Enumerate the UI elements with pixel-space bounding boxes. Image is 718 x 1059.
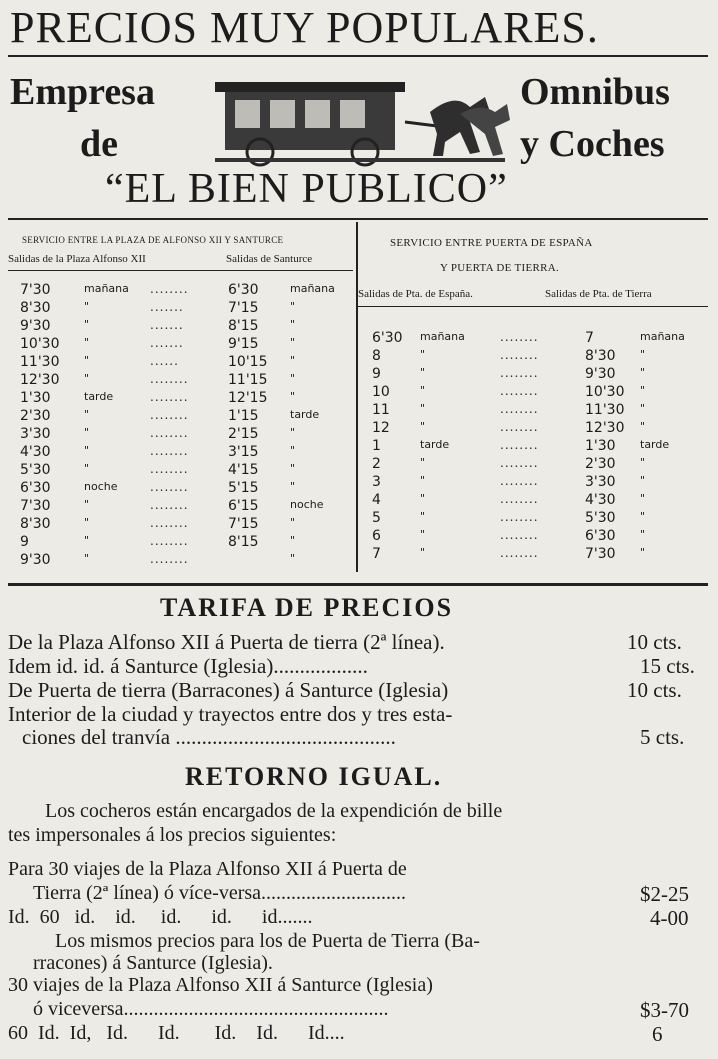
left-service-period-b: "	[290, 552, 296, 565]
right-service-period-b: "	[640, 546, 646, 559]
right-service-period-b: "	[640, 456, 646, 469]
left-service-period-a: mañana	[84, 282, 129, 295]
left-service-time-b: 8'15	[228, 534, 259, 550]
right-service-period-a: "	[420, 546, 426, 559]
omnibus-carriage-illustration	[215, 72, 515, 167]
right-service-period-a: mañana	[420, 330, 465, 343]
right-service-time-a: 10	[372, 384, 390, 400]
right-service-title-2: Y PUERTA DE TIERRA.	[440, 262, 560, 274]
left-service-leader-dots: ........	[150, 480, 189, 494]
retorno-line-3: Id. 60 id. id. id. id. id.......	[8, 906, 313, 928]
left-service-period-a: "	[84, 300, 90, 313]
left-service-time-a: 6'30	[20, 480, 51, 496]
left-service-time-a: 10'30	[20, 336, 60, 352]
left-service-time-b: 11'15	[228, 372, 268, 388]
left-service-leader-dots: .......	[150, 336, 184, 350]
right-service-leader-dots: ........	[500, 330, 539, 344]
right-service-leader-dots: ........	[500, 456, 539, 470]
left-service-time-b: 12'15	[228, 390, 268, 406]
left-service-period-b: tarde	[290, 408, 320, 421]
right-service-leader-dots: ........	[500, 528, 539, 542]
right-service-period-a: "	[420, 384, 426, 397]
left-service-period-a: tarde	[84, 390, 114, 403]
left-service-time-b: 8'15	[228, 318, 259, 334]
left-service-period-a: "	[84, 462, 90, 475]
tarifa-price-2: 15 cts.	[640, 654, 695, 678]
right-service-leader-dots: ........	[500, 510, 539, 524]
right-service-time-b: 7	[585, 330, 594, 346]
right-service-period-a: "	[420, 348, 426, 361]
right-service-period-b: "	[640, 492, 646, 505]
right-service-time-b: 5'30	[585, 510, 616, 526]
right-service-time-b: 4'30	[585, 492, 616, 508]
retorno-line-5: rracones) á Santurce (Iglesia).	[33, 952, 273, 974]
retorno-line-7: ó viceversa.....................................................	[33, 998, 389, 1020]
left-service-period-a: "	[84, 516, 90, 529]
retorno-line-6: 30 viajes de la Plaza Alfonso XII á Santurce (Iglesia)	[8, 974, 433, 996]
right-service-leader-dots: ........	[500, 366, 539, 380]
left-service-time-a: 12'30	[20, 372, 60, 388]
left-service-time-b: 1'15	[228, 408, 259, 424]
left-service-leader-dots: ........	[150, 444, 189, 458]
right-service-period-a: "	[420, 402, 426, 415]
right-service-period-b: mañana	[640, 330, 685, 343]
left-service-period-a: "	[84, 372, 90, 385]
retorno-line-8: 60 Id. Id, Id. Id. Id. Id. Id....	[8, 1022, 345, 1044]
retorno-intro-2: tes impersonales á los precios siguientes:	[8, 824, 337, 846]
right-service-time-a: 5	[372, 510, 381, 526]
left-service-time-a: 9	[20, 534, 29, 550]
left-service-leader-dots: .......	[150, 318, 184, 332]
left-service-time-a: 3'30	[20, 426, 51, 442]
left-service-leader-dots: ......	[150, 354, 179, 368]
left-service-period-a: "	[84, 498, 90, 511]
retorno-price-2: $2-25	[640, 882, 689, 906]
right-service-leader-dots: ........	[500, 492, 539, 506]
left-service-time-b: 9'15	[228, 336, 259, 352]
right-service-time-b: 2'30	[585, 456, 616, 472]
right-service-period-a: "	[420, 366, 426, 379]
left-service-leader-dots: ........	[150, 390, 189, 404]
left-service-period-b: "	[290, 318, 296, 331]
tarifa-line-4: Interior de la ciudad y trayectos entre dos y tres esta-	[8, 702, 453, 726]
right-service-period-a: "	[420, 492, 426, 505]
left-service-time-b: 2'15	[228, 426, 259, 442]
right-service-period-b: "	[640, 474, 646, 487]
left-service-leader-dots: .......	[150, 300, 184, 314]
left-service-period-a: "	[84, 534, 90, 547]
y-coches-text: y Coches	[520, 123, 665, 165]
right-service-period-a: "	[420, 456, 426, 469]
right-service-period-a: "	[420, 528, 426, 541]
left-service-time-b: 4'15	[228, 462, 259, 478]
header-rule	[8, 55, 708, 57]
right-service-leader-dots: ........	[500, 420, 539, 434]
right-service-leader-dots: ........	[500, 348, 539, 362]
left-service-time-a: 9'30	[20, 552, 51, 568]
left-service-period-b: mañana	[290, 282, 335, 295]
right-service-time-a: 8	[372, 348, 381, 364]
company-rule	[8, 218, 708, 220]
retorno-line-1: Para 30 viajes de la Plaza Alfonso XII á Puerta de	[8, 858, 407, 880]
left-service-time-a: 7'30	[20, 282, 51, 298]
left-col1-header: Salidas de la Plaza Alfonso XII	[8, 253, 146, 265]
left-service-time-a: 7'30	[20, 498, 51, 514]
right-service-time-a: 6'30	[372, 330, 403, 346]
service-divider	[356, 222, 358, 572]
left-service-leader-dots: ........	[150, 282, 189, 296]
right-service-leader-dots: ........	[500, 384, 539, 398]
right-service-period-a: tarde	[420, 438, 450, 451]
right-col2-header: Salidas de Pta. de Tierra	[545, 288, 652, 300]
left-header-rule	[8, 270, 353, 271]
tarifa-price-5: 5 cts.	[640, 725, 685, 749]
omnibus-text: Omnibus	[520, 71, 670, 113]
right-service-time-a: 6	[372, 528, 381, 544]
left-service-time-b: 6'30	[228, 282, 259, 298]
right-service-leader-dots: ........	[500, 402, 539, 416]
right-service-leader-dots: ........	[500, 474, 539, 488]
right-service-time-b: 6'30	[585, 528, 616, 544]
right-service-period-b: "	[640, 510, 646, 523]
left-service-period-b: "	[290, 534, 296, 547]
left-service-period-b: "	[290, 444, 296, 457]
right-service-time-a: 7	[372, 546, 381, 562]
left-service-period-a: "	[84, 444, 90, 457]
right-service-time-b: 1'30	[585, 438, 616, 454]
right-service-period-a: "	[420, 510, 426, 523]
right-service-time-a: 4	[372, 492, 381, 508]
schedule-bottom-rule	[8, 583, 708, 586]
right-service-period-b: "	[640, 366, 646, 379]
left-service-time-a: 9'30	[20, 318, 51, 334]
left-service-period-b: "	[290, 390, 296, 403]
left-service-period-b: "	[290, 462, 296, 475]
right-service-period-a: "	[420, 474, 426, 487]
left-service-period-a: noche	[84, 480, 118, 493]
left-service-period-b: "	[290, 354, 296, 367]
retorno-line-2: Tierra (2ª línea) ó více-versa.............................	[33, 882, 407, 904]
right-service-time-a: 3	[372, 474, 381, 490]
left-service-period-b: "	[290, 300, 296, 313]
tarifa-line-1: De la Plaza Alfonso XII á Puerta de tierra (2ª línea).	[8, 630, 445, 654]
left-service-time-b: 5'15	[228, 480, 259, 496]
retorno-price-3: 4-00	[650, 906, 689, 930]
right-service-leader-dots: ........	[500, 438, 539, 452]
right-service-title-1: SERVICIO ENTRE PUERTA DE ESPAÑA	[390, 237, 593, 249]
tarifa-price-3: 10 cts.	[627, 678, 682, 702]
left-col2-header: Salidas de Santurce	[226, 253, 313, 265]
tarifa-line-2: Idem id. id. á Santurce (Iglesia)..................	[8, 654, 368, 678]
right-service-leader-dots: ........	[500, 546, 539, 560]
left-service-period-b: "	[290, 426, 296, 439]
right-service-time-b: 12'30	[585, 420, 625, 436]
right-service-time-a: 12	[372, 420, 390, 436]
left-service-period-a: "	[84, 552, 90, 565]
headline: PRECIOS MUY POPULARES.	[10, 3, 599, 52]
left-service-leader-dots: ........	[150, 534, 189, 548]
left-service-period-b: noche	[290, 498, 324, 511]
right-service-time-a: 9	[372, 366, 381, 382]
right-service-time-b: 7'30	[585, 546, 616, 562]
tarifa-title: TARIFA DE PRECIOS	[160, 593, 454, 622]
retorno-intro-1: Los cocheros están encargados de la expendición de bille	[45, 800, 503, 822]
left-service-period-a: "	[84, 318, 90, 331]
left-service-time-b: 7'15	[228, 300, 259, 316]
left-service-time-a: 8'30	[20, 516, 51, 532]
right-service-time-b: 10'30	[585, 384, 625, 400]
left-service-period-b: "	[290, 516, 296, 529]
tarifa-line-3: De Puerta de tierra (Barracones) á Santurce (Iglesia)	[8, 678, 449, 702]
empresa-text: Empresa	[10, 71, 155, 113]
de-text: de	[80, 123, 118, 165]
left-service-time-a: 1'30	[20, 390, 51, 406]
left-service-period-b: "	[290, 372, 296, 385]
right-service-period-b: "	[640, 402, 646, 415]
left-service-leader-dots: ........	[150, 462, 189, 476]
right-service-time-a: 2	[372, 456, 381, 472]
left-service-period-a: "	[84, 336, 90, 349]
company-name: “EL BIEN PUBLICO”	[105, 166, 508, 212]
right-service-time-b: 3'30	[585, 474, 616, 490]
retorno-title: RETORNO IGUAL.	[185, 762, 443, 791]
right-service-time-b: 8'30	[585, 348, 616, 364]
left-service-time-a: 8'30	[20, 300, 51, 316]
right-service-period-b: "	[640, 528, 646, 541]
left-service-time-a: 2'30	[20, 408, 51, 424]
tarifa-line-5: ciones del tranvía ..........................................	[22, 725, 396, 749]
right-service-time-a: 11	[372, 402, 390, 418]
left-service-leader-dots: ........	[150, 408, 189, 422]
right-header-rule	[358, 306, 708, 307]
right-col1-header: Salidas de Pta. de España.	[358, 288, 473, 300]
right-service-time-b: 9'30	[585, 366, 616, 382]
left-service-time-a: 11'30	[20, 354, 60, 370]
tarifa-price-1: 10 cts.	[627, 630, 682, 654]
left-service-time-b: 3'15	[228, 444, 259, 460]
left-service-time-b: 10'15	[228, 354, 268, 370]
left-service-leader-dots: ........	[150, 552, 189, 566]
left-service-period-a: "	[84, 408, 90, 421]
left-service-time-a: 4'30	[20, 444, 51, 460]
right-service-period-a: "	[420, 420, 426, 433]
retorno-line-4: Los mismos precios para los de Puerta de Tierra (Ba-	[55, 930, 480, 952]
right-service-period-b: "	[640, 348, 646, 361]
left-service-time-b: 6'15	[228, 498, 259, 514]
right-service-time-a: 1	[372, 438, 381, 454]
retorno-price-7: $3-70	[640, 998, 689, 1022]
right-service-period-b: "	[640, 384, 646, 397]
left-service-time-b: 7'15	[228, 516, 259, 532]
retorno-price-8: 6	[652, 1022, 663, 1046]
left-service-leader-dots: ........	[150, 426, 189, 440]
left-service-leader-dots: ........	[150, 516, 189, 530]
left-service-time-a: 5'30	[20, 462, 51, 478]
left-service-period-b: "	[290, 336, 296, 349]
left-service-leader-dots: ........	[150, 372, 189, 386]
left-service-title: SERVICIO ENTRE LA PLAZA DE ALFONSO XII Y SANTURCE	[22, 235, 284, 245]
left-service-period-b: "	[290, 480, 296, 493]
right-service-period-b: tarde	[640, 438, 670, 451]
right-service-period-b: "	[640, 420, 646, 433]
left-service-period-a: "	[84, 426, 90, 439]
right-service-time-b: 11'30	[585, 402, 625, 418]
left-service-period-a: "	[84, 354, 90, 367]
left-service-leader-dots: ........	[150, 498, 189, 512]
